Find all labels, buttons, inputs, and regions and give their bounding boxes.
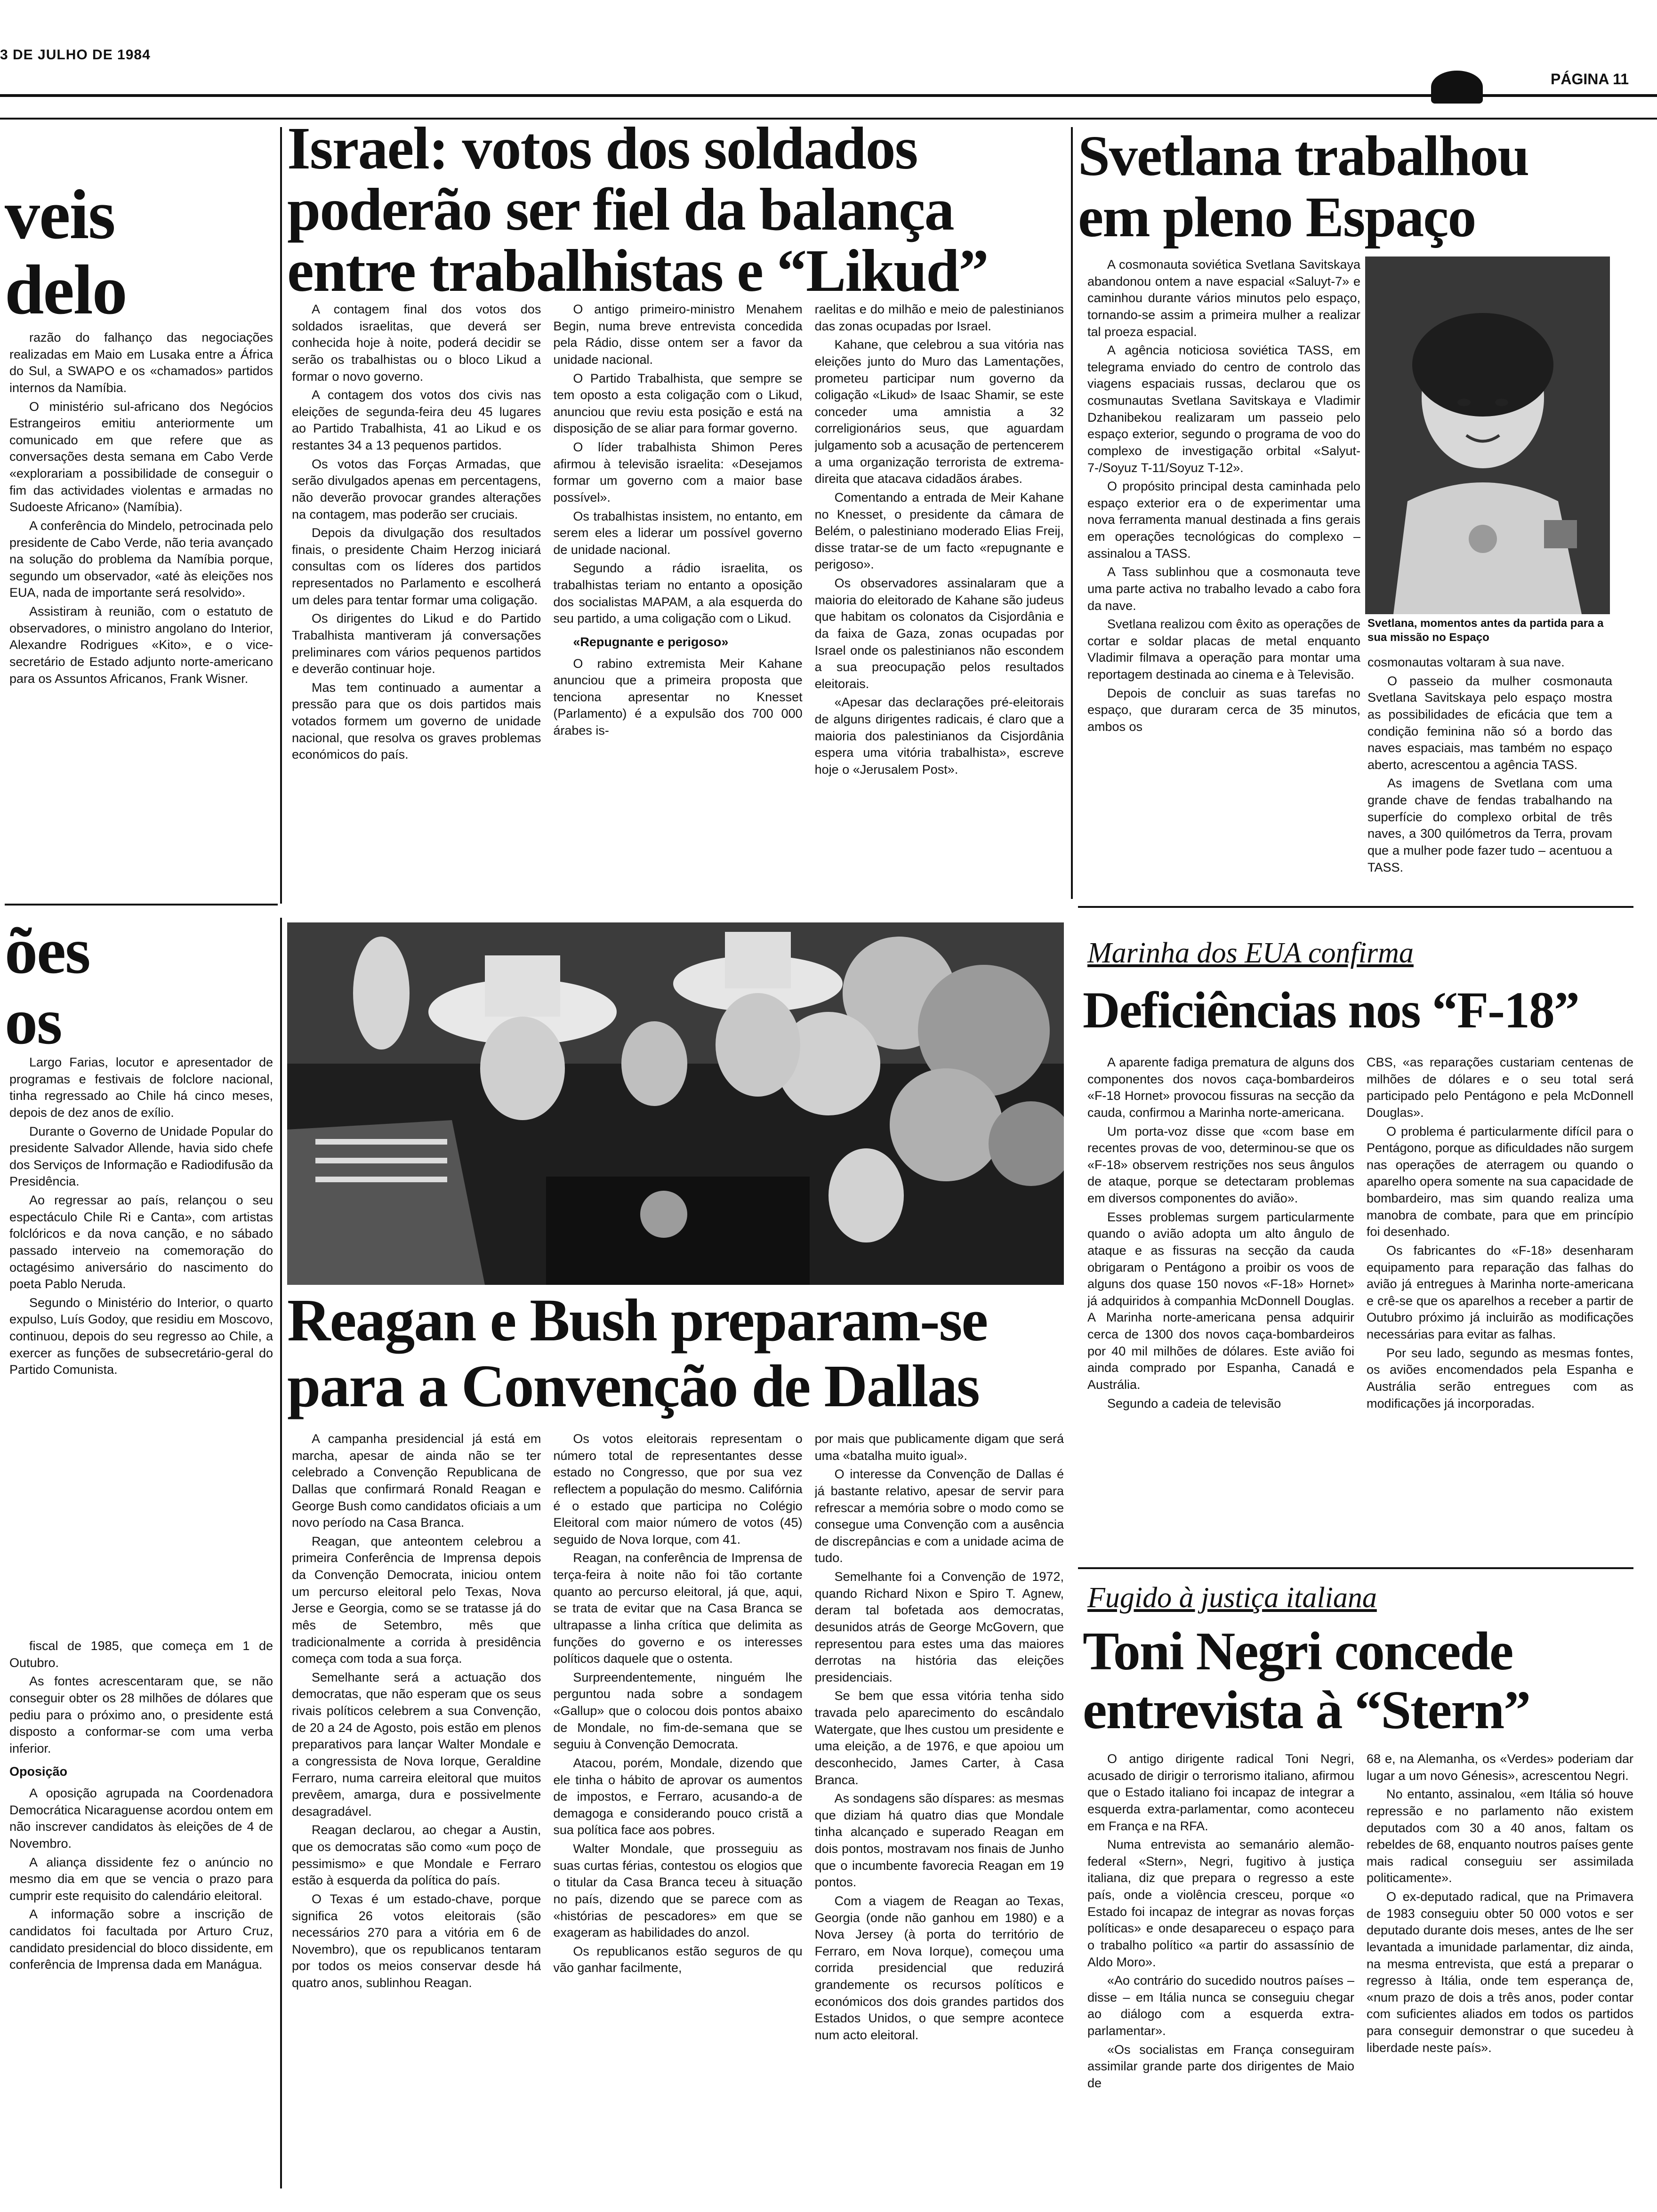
left-headline-2b: os bbox=[5, 985, 62, 1058]
f18-kicker: Marinha dos EUA confirma bbox=[1087, 937, 1414, 969]
israel-headline-1: Israel: votos dos soldados bbox=[287, 115, 917, 182]
paragraph: Numa entrevista ao semanário alemão-federal «Stern», Negri, fugitivo à justiça italiana, diz que prepara o regresso a este país, onde a violência cresceu, porque «o Estado foi incapaz de integrar as novas forças políticas» e onde desapareceu o espaço para o trabalho político «a partir do assassínio de Aldo Moro». bbox=[1087, 1837, 1354, 1969]
paragraph: Os trabalhistas insistem, no entanto, em serem eles a liderar um possível governo de unidade nacional. bbox=[553, 509, 803, 557]
paragraph: por mais que publicamente digam que será uma «batalha muito igual». bbox=[814, 1432, 1064, 1463]
paragraph: Semelhante será a actuação dos democratas, que não esperam que os seus rivais políticos celebrem a sua Convenção, de 20 a 24 de Agosto, pois estão em plenos preparativos para lançar Walter Mondale e a congressista de Nova Iorque, Geraldine Ferraro, numa carreira eleitoral que muitos prevêem, amarga, dura e possivelmente desagradável. bbox=[292, 1670, 541, 1819]
newspaper-logo-icon bbox=[1431, 71, 1483, 104]
reagan-headline-2: para a Convenção de Dallas bbox=[287, 1353, 979, 1419]
paragraph: Um porta-voz disse que «com base em recentes provas de voo, determinou-se que os «F-18» observem restrições nos seus ângulos de ataque, porque se detectaram problemas em diversos componentes do avião». bbox=[1087, 1124, 1354, 1205]
paragraph: 68 e, na Alemanha, os «Verdes» poderiam dar lugar a um novo Génesis», acrescentou Negri. bbox=[1367, 1752, 1633, 1783]
svetlana-body-2 bbox=[1367, 654, 1612, 899]
paragraph: O antigo primeiro-ministro Menahem Begin, numa breve entrevista concedida pela Rádio, disse ontem ser a favor da unidade nacional. bbox=[553, 302, 803, 367]
reagan-body bbox=[292, 1431, 1064, 2184]
paragraph: Kahane, que celebrou a sua vitória nas eleições junto do Muro das Lamentações, prometeu participar num governo da coligação «Likud» de Isaac Shamir, se este conceder uma amnistia a 32 correligionários seus, que aguardam julgamento sob a acusação de pertencerem a uma organização terrorista de extrema-direita que atacava cidadãos árabes. bbox=[814, 337, 1064, 486]
paragraph: O Partido Trabalhista, que sempre se tem oposto a esta coligação com o Likud, anunciou que reviu esta posição e está na disposição de se aliar para formar governo. bbox=[553, 371, 803, 436]
paragraph: Depois de concluir as suas tarefas no espaço, que duraram cerca de 35 minutos, ambos os bbox=[1087, 686, 1360, 734]
paragraph: Largo Farias, locutor e apresentador de programas e festivais de folclore nacional, tinha regressado ao Chile há cinco meses, depois de dez anos de exílio. bbox=[9, 1055, 273, 1120]
reagan-bush-photo-illustration bbox=[287, 922, 1064, 1285]
f18-body bbox=[1087, 1054, 1633, 1563]
paragraph: Durante o Governo de Unidade Popular do presidente Salvador Allende, havia sido chefe dos Serviços de Informação e Radiodifusão da Presidência. bbox=[9, 1124, 273, 1189]
paragraph: A contagem dos votos dos civis nas eleições de segunda-feira deu 45 lugares ao Partido Trabalhista, 41 ao Likud e os restantes 34 a 13 pequenos partidos. bbox=[292, 388, 541, 452]
paragraph: A informação sobre a inscrição de candidatos foi facultada por Arturo Cruz, candidato presidencial do bloco dissidente, em conferência de Imprensa dada em Manágua. bbox=[9, 1907, 273, 1972]
subhead: «Repugnante e perigoso» bbox=[573, 634, 729, 649]
divider bbox=[5, 904, 278, 906]
masthead-rule bbox=[0, 94, 1657, 97]
paragraph: Svetlana realizou com êxito as operações de cortar e soldar placas de metal enquanto Vladimir filmava a operação para montar uma reportagem destinada ao cinema e à Televisão. bbox=[1087, 617, 1360, 681]
paragraph: A Tass sublinhou que a cosmonauta teve uma parte activa no trabalho levado a cabo fora da nave. bbox=[1087, 565, 1360, 613]
paragraph: O propósito principal desta caminhada pelo espaço exterior era o de experimentar uma nova ferramenta manual destinada a fins gerais em operações tecnológicas do complexo – assinalou a TASS. bbox=[1087, 479, 1360, 561]
paragraph: O antigo dirigente radical Toni Negri, acusado de dirigir o terrorismo italiano, afirmou que o Estado italiano foi incapaz de integrar a esquerda extra-parlamentar, como aconteceu em França e na RFA. bbox=[1087, 1752, 1354, 1833]
paragraph: Se bem que essa vitória tenha sido travada pelo aparecimento do escândalo Watergate, que lhes custou um presidente e uma eleição, a de 1976, e que apoiou um desconhecido, James Carter, à Casa Branca. bbox=[814, 1689, 1064, 1787]
paragraph: A oposição agrupada na Coordenadora Democrática Nicaraguense acordou ontem em não inscrever candidatos às eleições de 4 de Novembro. bbox=[9, 1786, 273, 1851]
paragraph: A contagem final dos votos dos soldados israelitas, que deverá ser conhecida hoje à noite, poderá decidir se serão os trabalhistas ou o bloco Likud a formar o novo governo. bbox=[292, 302, 541, 384]
paragraph: O ex-deputado radical, que na Primavera de 1983 conseguiu obter 50 000 votos e ser deputado durante dois meses, antes de lhe ser levantada a imunidade parlamentar, diz ainda, na mesma entrevista, que está a preparar o regresso à Itália, onde tem esperança de, «num prazo de dois a três anos, poder contar com suficientes aliados em todos os partidos para conseguir demonstrar o que sucedeu à liberdade neste país». bbox=[1367, 1890, 1633, 2055]
left-article-3-body bbox=[9, 1638, 273, 2170]
paragraph: O líder trabalhista Shimon Peres afirmou à televisão israelita: «Desejamos formar um governo com a maior base possível». bbox=[553, 440, 803, 505]
israel-headline-3: entre trabalhistas e “Likud” bbox=[287, 237, 988, 304]
divider bbox=[1078, 1567, 1633, 1569]
svetlana-headline-1: Svetlana trabalhou bbox=[1078, 124, 1529, 188]
paragraph: Comentando a entrada de Meir Kahane no Knesset, o presidente da câmara de Belém, o palestiniano moderado Elias Freij, disse tratar-se de um facto «repugnante e perigoso». bbox=[814, 490, 1064, 572]
paragraph: A aparente fadiga prematura de alguns dos componentes dos novos caça-bombardeiros «F-18 Hornet» provocou fissuras na secção da cauda, confirmou a Marinha norte-americana. bbox=[1087, 1055, 1354, 1120]
divider bbox=[1078, 906, 1633, 908]
paragraph: CBS, «as reparações custariam centenas de milhões de dólares e o seu total será participado pelo Pentágono e pela McDonnell Douglas». bbox=[1367, 1055, 1633, 1120]
divider bbox=[280, 127, 282, 904]
divider bbox=[280, 918, 282, 2188]
paragraph: A conferência do Mindelo, petrocinada pelo presidente de Cabo Verde, não teria avançado na solução do problema da Namíbia porque, segundo um observador, «até às eleições nos EUA, nada de importante será resolvido». bbox=[9, 518, 273, 600]
paragraph: Assistiram à reunião, com o estatuto de observadores, o ministro angolano do Interior, Alexandre Rodrigues «Kito», e o vice-secretário de Estado adjunto norte-americano para os Assuntos Africanos, Frank Wisner. bbox=[9, 604, 273, 686]
paragraph: Os votos das Forças Armadas, que serão divulgados apenas em percentagens, não deverão provocar grandes alterações na contagem, mas poderão ser cruciais. bbox=[292, 457, 541, 521]
paragraph: Mas tem continuado a aumentar a pressão para que os dois partidos mais votados formem um governo de unidade nacional, que resolva os graves problemas económicos do país. bbox=[292, 680, 541, 762]
paragraph: Os observadores assinalaram que a maioria do eleitorado de Kahane são judeus que habitam os colonatos da Cisjordânia e da faixa de Gaza, zonas ocupadas por Israel onde os palestinianos não escondem a sua preocupação pelos resultados eleitorais. bbox=[814, 576, 1064, 691]
paragraph: Com a viagem de Reagan ao Texas, Georgia (onde não ganhou em 1980) e a Nova Jersey (à porta do território de Ferraro, em Nova Iorque), começou uma corrida presidencial que reduzirá grandemente os recursos políticos e económicos dos dois grandes partidos dos Estados Unidos, o que sempre acontece num acto eleitoral. bbox=[814, 1893, 1064, 2042]
negri-headline-2: entrevista à “Stern” bbox=[1083, 1680, 1530, 1740]
masthead-date: 3 DE JULHO DE 1984 bbox=[0, 47, 151, 63]
svetlana-photo bbox=[1365, 256, 1610, 614]
subhead: Oposição bbox=[9, 1764, 68, 1779]
paragraph: «Ao contrário do sucedido noutros países – disse – em Itália nunca se conseguiu chegar ao diálogo com a esquerda extra-parlamentar». bbox=[1087, 1973, 1354, 2038]
paragraph: Reagan, na conferência de Imprensa de terça-feira à noite não foi tão cortante quanto ao percurso eleitoral, já que, aqui, se trata de evitar que na Casa Branca se ultrapasse a linha crítica que delimita as funções do governo e os interesses políticos daquele que o ostenta. bbox=[553, 1551, 803, 1666]
paragraph: raelitas e do milhão e meio de palestinianos das zonas ocupadas por Israel. bbox=[814, 302, 1064, 333]
paragraph: Reagan declarou, ao chegar a Austin, que os democratas são como «um poço de pessimismo» e que Mondale e Ferraro estão à esquerda da política do país. bbox=[292, 1823, 541, 1888]
reagan-bush-photo bbox=[287, 922, 1064, 1285]
negri-kicker: Fugido à justiça italiana bbox=[1087, 1582, 1377, 1614]
paragraph: Por seu lado, segundo as mesmas fontes, os aviões encomendados pela Espanha e Austrália serão entregues com as modificações já incorporadas. bbox=[1367, 1346, 1633, 1411]
left-article-2-body bbox=[9, 1054, 273, 1525]
paragraph: Esses problemas surgem particularmente quando o avião adopta um alto ângulo de ataque e as fissuras na secção da cauda obrigaram o Pentágono a proibir os voos de alguns dos quase 150 novos «F-18» Hornet» já adquiridos à companhia McDonnell Douglas. A Marinha norte-americana pensa adquirir cerca de 1300 dos novos caça-bombardeiros por 40 mil milhões de dólares. Este avião foi ainda comprado por Espanha, Canadá e Austrália. bbox=[1087, 1210, 1354, 1392]
paragraph: O passeio da mulher cosmonauta Svetlana Savitskaya pelo espaço mostra as possibilidades de eficácia que tem a condição feminina não só a bordo das naves espaciais, mas também no espaço aberto, acrescentou a agência TASS. bbox=[1367, 673, 1612, 772]
paragraph: «Os socialistas em França conseguiram assimilar grande parte dos dirigentes de Maio de bbox=[1087, 2042, 1354, 2090]
paragraph: Os votos eleitorais representam o número total de representantes desse estado no Congresso, que por sua vez reflectem a população do mesmo. Califórnia é o estado que participa no Colégio Eleitoral com maior número de votos (45) seguido de Nova Iorque, com 41. bbox=[553, 1432, 803, 1547]
paragraph: Depois da divulgação dos resultados finais, o presidente Chaim Herzog iniciará consultas com os líderes dos partidos representados no Parlamento e escolherá um deles para tentar formar uma coligação. bbox=[292, 526, 541, 607]
paragraph: As sondagens são díspares: as mesmas que diziam há quatro dias que Mondale tinha alcançado e superado Reagan em dois pontos, mostravam nos finais de Junho que o incumbente favorecia Reagan em 19 pontos. bbox=[814, 1791, 1064, 1890]
left-article-1-body bbox=[9, 329, 273, 908]
paragraph: A campanha presidencial já está em marcha, apesar de ainda não se ter celebrado a Convenção Republicana de Dallas que confirmará Ronald Reagan e George Bush como candidatos oficiais a um novo período na Casa Branca. bbox=[292, 1432, 541, 1530]
negri-body bbox=[1087, 1751, 1633, 2188]
paragraph: Ao regressar ao país, relançou o seu espectáculo Chile Ri e Canta», com artistas folclóricos e da nova canção, e no sábado passado interveio na comemoração do octagésimo aniversário do nascimento do poeta Pablo Neruda. bbox=[9, 1193, 273, 1291]
paragraph: A aliança dissidente fez o anúncio no mesmo dia em que se vencia o prazo para cumprir este requisito do calendário eleitoral. bbox=[9, 1855, 273, 1903]
paragraph: O interesse da Convenção de Dallas é já bastante relativo, apesar de servir para refrescar a memória sobre o modo como se consegue uma Convenção com a ausência de discrepâncias e com a unidade acima de tudo. bbox=[814, 1467, 1064, 1565]
left-headline-1b: delo bbox=[5, 251, 127, 329]
negri-headline-1: Toni Negri concede bbox=[1083, 1621, 1513, 1682]
paragraph: Reagan, que anteontem celebrou a primeira Conferência de Imprensa depois da Convenção Democrata, iniciou ontem um percurso eleitoral pelo Texas, Nova Jerse e Georgia, como se se tratasse já do mês de Setembro, mês que tradicionalmente a corrida à presidência começa com toda a sua força. bbox=[292, 1534, 541, 1666]
paragraph: Walter Mondale, que prosseguiu as suas curtas férias, contestou os elogios que o titular da Casa Branca teceu à situação no país, dizendo que se parece com as «histórias de pescadores» em que se exageram as habilidades do anzol. bbox=[553, 1842, 803, 1940]
paragraph: A cosmonauta soviética Svetlana Savitskaya abandonou ontem a nave espacial «Saluyt-7» e caminhou durante vários minutos pelo espaço, tornando-se assim a primeira mulher a realizar tal proeza espacial. bbox=[1087, 257, 1360, 339]
svetlana-body-1 bbox=[1087, 256, 1360, 887]
paragraph: razão do falhanço das negociações realizadas em Maio em Lusaka entre a África do Sul, a SWAPO e os «chamados» partidos internos da Namíbia. bbox=[9, 330, 273, 395]
paragraph: Os republicanos estão seguros de qu vão ganhar facilmente, bbox=[553, 1944, 803, 1975]
f18-headline: Deficiências nos “F-18” bbox=[1083, 981, 1579, 1039]
reagan-headline-1: Reagan e Bush preparam-se bbox=[287, 1287, 988, 1354]
paragraph: O Texas é um estado-chave, porque significa 26 votos eleitorais (são necessários 270 para a vitória em 6 de Novembro), que os republicanos tentaram por todos os meios conservar desde há quatro anos, sublinhou Reagan. bbox=[292, 1891, 541, 1990]
page-number: PÁGINA 11 bbox=[1551, 71, 1629, 88]
paragraph: «Apesar das declarações pré-eleitorais de alguns dirigentes radicais, é claro que a maioria dos palestinianos da Cisjordânia espera uma vitória trabalhista», escreve hoje o «Jerusalem Post». bbox=[814, 695, 1064, 777]
paragraph: O problema é particularmente difícil para o Pentágono, porque as dificuldades não surgem nas operações de aterragem ou quando o aparelho opera somente na sua capacidade de bombardeiro, mas sim quando realiza uma manobra de combate, para que em princípio foi desenhado. bbox=[1367, 1124, 1633, 1239]
paragraph: Segundo a rádio israelita, os trabalhistas teriam no entanto a oposição dos socialistas MAPAM, a ala esquerda do seu partido, a uma coligação com o Likud. bbox=[553, 561, 803, 626]
paragraph: Os dirigentes do Likud e do Partido Trabalhista mantiveram já conversações preliminares com vários pequenos partidos e deverão continuar hoje. bbox=[292, 611, 541, 676]
paragraph: A agência noticiosa soviética TASS, em telegrama enviado do centro de controlo das viagens espaciais russas, declarou que os cosmunautas Svetlana Savitskaya e Vladimir Dzhanibekou realizaram um passeio pelo espaço exterior, segundo o programa de voo do complexo de investigação orbital «Salyut-7-/Soyuz T-11/Soyuz T-12». bbox=[1087, 343, 1360, 475]
paragraph: O ministério sul-africano dos Negócios Estrangeiros emitiu anteriormente um comunicado em que refere que as conversações desta semana em Cabo Verde «explorariam a possibilidade de conseguir o fim das actividades violentas e armadas no Sudoeste Africano» (Namíbia). bbox=[9, 399, 273, 514]
paragraph: Segundo o Ministério do Interior, o quarto expulso, Luís Godoy, que residiu em Moscovo, continuou, depois do seu regresso ao Chile, a exercer as funções de subsecretário-geral do Partido Comunista. bbox=[9, 1295, 273, 1377]
israel-headline-2: poderão ser fiel da balança bbox=[287, 176, 954, 243]
svetlana-photo-illustration bbox=[1365, 256, 1610, 614]
paragraph: O rabino extremista Meir Kahane anunciou que a primeira proposta que tenciona apresentar no Knesset (Parlamento) é a expulsão dos 700 000 árabes is- bbox=[553, 656, 803, 737]
paragraph: Surpreendentemente, ninguém lhe perguntou nada sobre a sondagem «Gallup» que o colocou dois pontos abaixo de Mondale, no fim-de-semana que se seguiu à Convenção Democrata. bbox=[553, 1670, 803, 1752]
left-headline-1a: veis bbox=[5, 176, 115, 254]
paragraph: No entanto, assinalou, «em Itália só houve repressão e no parlamento não existem deputados com 30 a 40 anos, faltam os rebeldes de 68, enquanto noutros países gente mais radical conseguiu ser assimilada politicamente». bbox=[1367, 1787, 1633, 1885]
svetlana-headline-2: em pleno Espaço bbox=[1078, 185, 1476, 249]
left-headline-2a: ões bbox=[5, 914, 90, 987]
paragraph: Os fabricantes do «F-18» desenharam equipamento para reparação das falhas do avião já entregues à Marinha norte-americana e crê-se que os aparelhos a receber a partir de Outubro próximo já incluirão as modificações necessárias para evitar as falhas. bbox=[1367, 1243, 1633, 1341]
paragraph: As fontes acrescentaram que, se não conseguir obter os 28 milhões de dólares que pediu para o próximo ano, o presidente está disposto a conformar-se com uma verba inferior. bbox=[9, 1674, 273, 1755]
paragraph: Semelhante foi a Convenção de 1972, quando Richard Nixon e Spiro T. Agnew, deram tal bofetada aos democratas, desunidos atrás de George McGovern, que representou para estes uma das maiores derrotas na história das eleições presidenciais. bbox=[814, 1570, 1064, 1684]
paragraph: cosmonautas voltaram à sua nave. bbox=[1367, 655, 1565, 669]
paragraph: As imagens de Svetlana com uma grande chave de fendas trabalhando na superfície do complexo orbital de três naves, a 300 quilómetros da Terra, provam que a mulher pode fazer tudo – acentuou a TASS. bbox=[1367, 776, 1612, 874]
paragraph: Segundo a cadeia de televisão bbox=[1107, 1396, 1281, 1411]
divider bbox=[1071, 127, 1073, 899]
paragraph: fiscal de 1985, que começa em 1 de Outubro. bbox=[9, 1639, 273, 1670]
israel-body bbox=[292, 301, 1064, 913]
svetlana-photo-caption: Svetlana, momentos antes da partida para a sua missão no Espaço bbox=[1367, 617, 1604, 644]
paragraph: Atacou, porém, Mondale, dizendo que ele tinha o hábito de aprovar os aumentos de impostos, e Ferraro, acusando-a de demagoga e considerando pouco cristã a sua política face aos pobres. bbox=[553, 1755, 803, 1837]
